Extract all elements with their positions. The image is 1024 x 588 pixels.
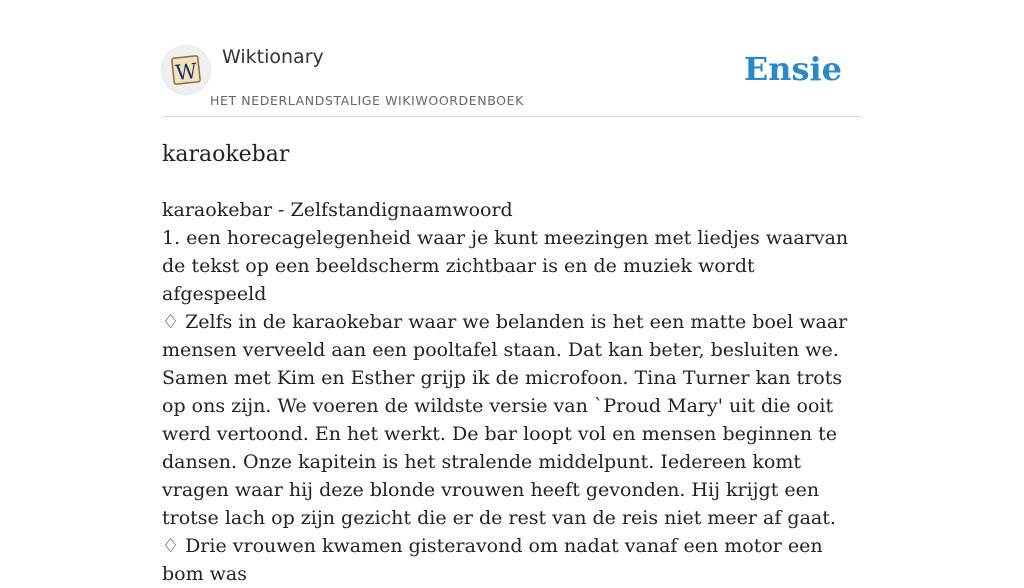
- example-sentence: ♢ Zelfs in de karaokebar waar we belanden is het een matte boel waar mensen verveeld aan een pooltafel staan. Dat kan beter, besluiten we. Samen met Kim en Esther grijp ik de microfoon. Tina Turner kan trots op ons zijn. We voeren de wildste versie van `Proud Mary' uit die ooit werd vertoond. En het werkt. De bar loopt vol en mensen beginnen te dansen. Onze kapitein is het stralende middelpunt. Iedereen komt vragen waar hij deze blonde vrouwen heeft gevonden. Hij krijgt een trotse lach op zijn gezicht die er de rest van de reis niet meer af gaat.: [162, 311, 848, 529]
- ensie-brand-link[interactable]: Ensie: [743, 50, 842, 88]
- site-header: [162, 44, 862, 117]
- site-name[interactable]: Wiktionary: [222, 46, 324, 68]
- wiktionary-tile-icon: [169, 53, 203, 87]
- part-of-speech-line: karaokebar - Zelfstandignaamwoord: [162, 199, 513, 221]
- svg-text:W: W: [174, 58, 199, 86]
- entry-content: [162, 138, 862, 588]
- page-title: karaokebar: [162, 142, 290, 167]
- site-tagline: HET NEDERLANDSTALIGE WIKIWOORDENBOEK: [210, 93, 524, 108]
- wiktionary-logo-icon[interactable]: [162, 46, 210, 94]
- definition: 1. een horecagelegenheid waar je kunt meezingen met liedjes waarvan de tekst op een beeldscherm zichtbaar is en de muziek wordt afgespeeld: [162, 227, 849, 305]
- example-sentence: ♢ Drie vrouwen kwamen gisteravond om nadat vanaf een motor een bom was: [162, 535, 823, 585]
